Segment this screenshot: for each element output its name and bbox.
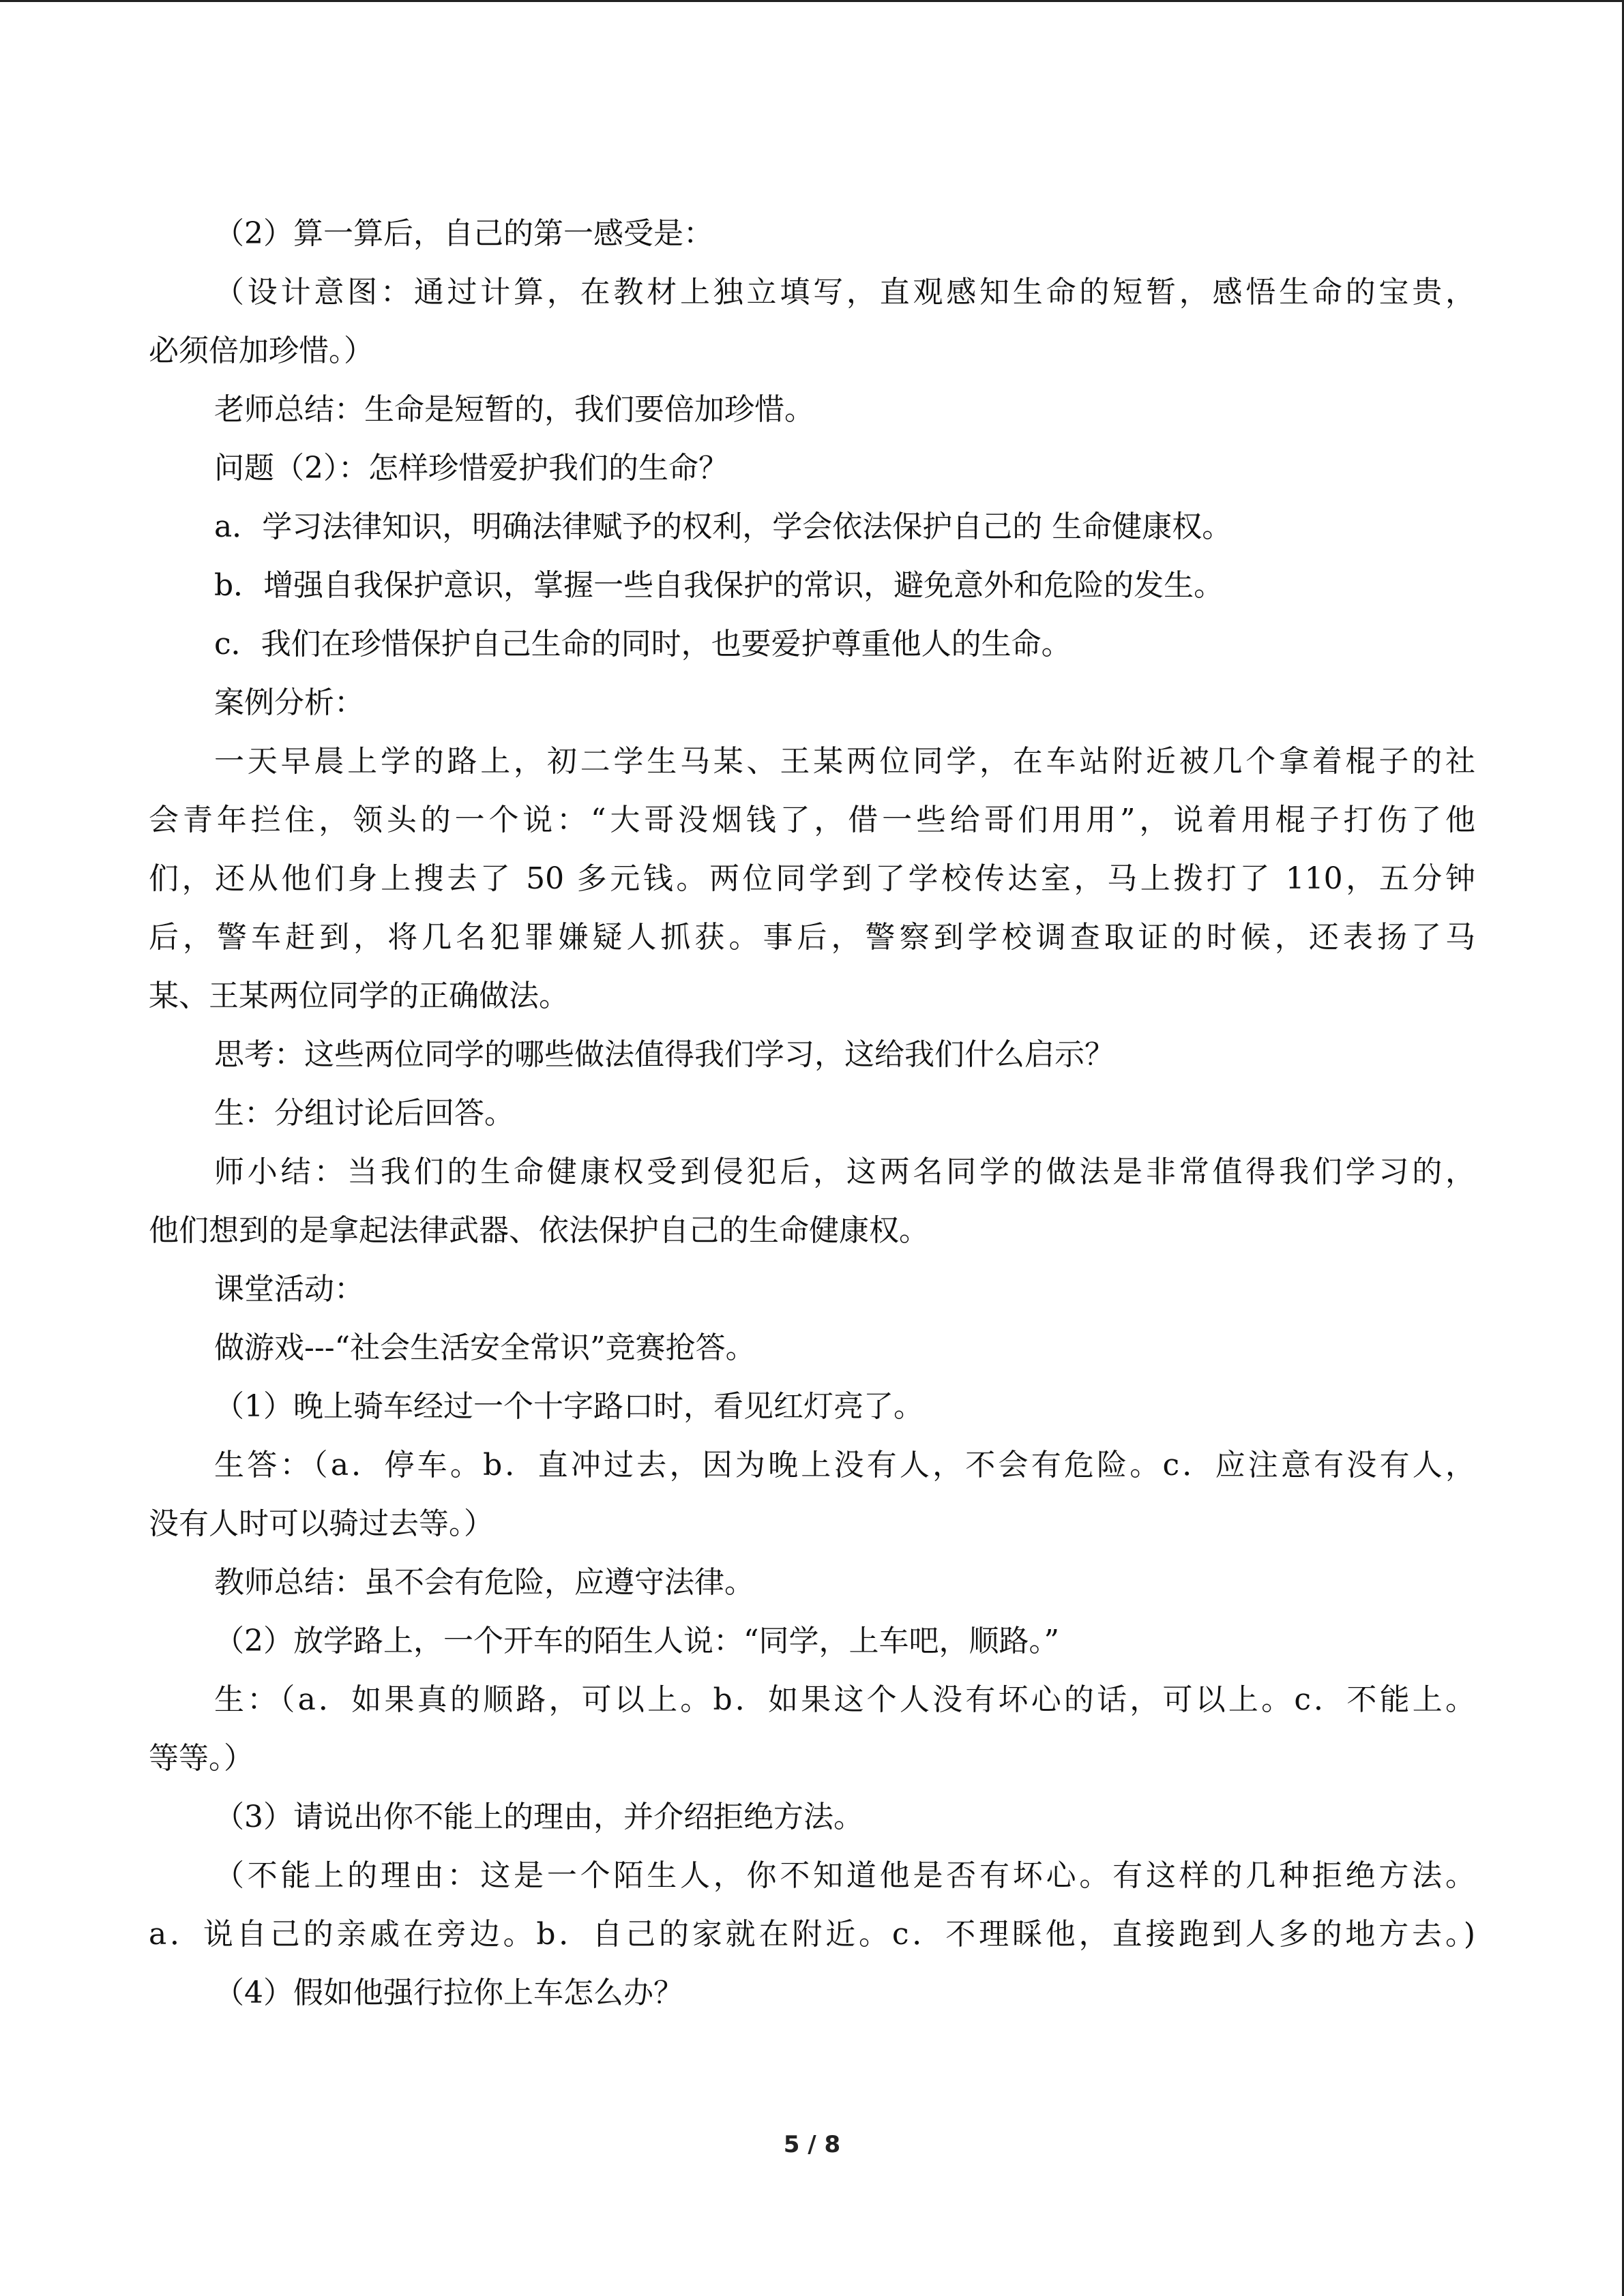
text-line: c．我们在珍惜保护自己生命的同时，也要爱护尊重他人的生命。 — [214, 627, 1072, 661]
text-line: 生答：（a．停车。b．直冲过去，因为晚上没有人，不会有危险。c．应注意有没有人， — [214, 1448, 1475, 1482]
text-line: （1）晚上骑车经过一个十字路口时，看见红灯亮了。 — [214, 1389, 924, 1424]
text-line: 一天早晨上学的路上，初二学生马某、王某两位同学，在车站附近被几个拿着棍子的社 — [214, 744, 1475, 779]
text-line: 后，警车赶到，将几名犯罪嫌疑人抓获。事后，警察到学校调查取证的时候，还表扬了马 — [149, 920, 1475, 955]
text-line: （设计意图：通过计算，在教材上独立填写，直观感知生命的短暂，感悟生命的宝贵， — [214, 275, 1475, 310]
document-body — [149, 205, 1475, 2023]
text-line: 思考：这些两位同学的哪些做法值得我们学习，这给我们什么启示？ — [214, 1037, 1114, 1072]
text-line: 生：分组讨论后回答。 — [214, 1096, 514, 1131]
text-line: 某、王某两位同学的正确做法。 — [149, 979, 569, 1013]
text-line: 没有人时可以骑过去等。） — [149, 1506, 494, 1541]
text-line: b．增强自我保护意识，掌握一些自我保护的常识，避免意外和危险的发生。 — [214, 568, 1224, 603]
text-line: （4）假如他强行拉你上车怎么办？ — [214, 1976, 683, 2010]
text-line: a．学习法律知识，明确法律赋予的权利，学会依法保护自己的 生命健康权。 — [214, 509, 1232, 544]
text-line: （2）算一算后，自己的第一感受是： — [214, 216, 713, 251]
text-line: 生：（a．如果真的顺路，可以上。b．如果这个人没有坏心的话，可以上。c．不能上。 — [214, 1682, 1475, 1717]
text-line: 问题（2）：怎样珍惜爱护我们的生命？ — [214, 451, 728, 486]
text-line: 会青年拦住，领头的一个说：“大哥没烟钱了，借一些给哥们用用”，说着用棍子打伤了他 — [149, 803, 1475, 837]
text-line: 教师总结：虽不会有危险，应遵守法律。 — [214, 1565, 754, 1600]
text-line: 们，还从他们身上搜去了 50 多元钱。两位同学到了学校传达室，马上拨打了 110，五分钟 — [149, 861, 1475, 896]
text-line: 课堂活动： — [214, 1272, 364, 1307]
text-line: 必须倍加珍惜。） — [149, 333, 374, 368]
text-line: （不能上的理由：这是一个陌生人，你不知道他是否有坏心。有这样的几种拒绝方法。 — [214, 1858, 1475, 1893]
text-line: 他们想到的是拿起法律武器、依法保护自己的生命健康权。 — [149, 1213, 929, 1248]
text-line: 师小结：当我们的生命健康权受到侵犯后，这两名同学的做法是非常值得我们学习的， — [214, 1154, 1475, 1189]
text-line: 做游戏---“社会生活安全常识”竞赛抢答。 — [214, 1330, 756, 1365]
text-line: 等等。） — [149, 1741, 254, 1776]
text-line: （3）请说出你不能上的理由，并介绍拒绝方法。 — [214, 1800, 863, 1834]
text-line: 案例分析： — [214, 685, 364, 720]
page-number: 5 / 8 — [783, 2131, 841, 2158]
text-line: 老师总结：生命是短暂的，我们要倍加珍惜。 — [214, 392, 814, 427]
text-line: a．说自己的亲戚在旁边。b．自己的家就在附近。c．不理睬他，直接跑到人多的地方去。) — [149, 1917, 1475, 1952]
text-line: （2）放学路上，一个开车的陌生人说：“同学，上车吧，顺路。” — [214, 1624, 1059, 1658]
